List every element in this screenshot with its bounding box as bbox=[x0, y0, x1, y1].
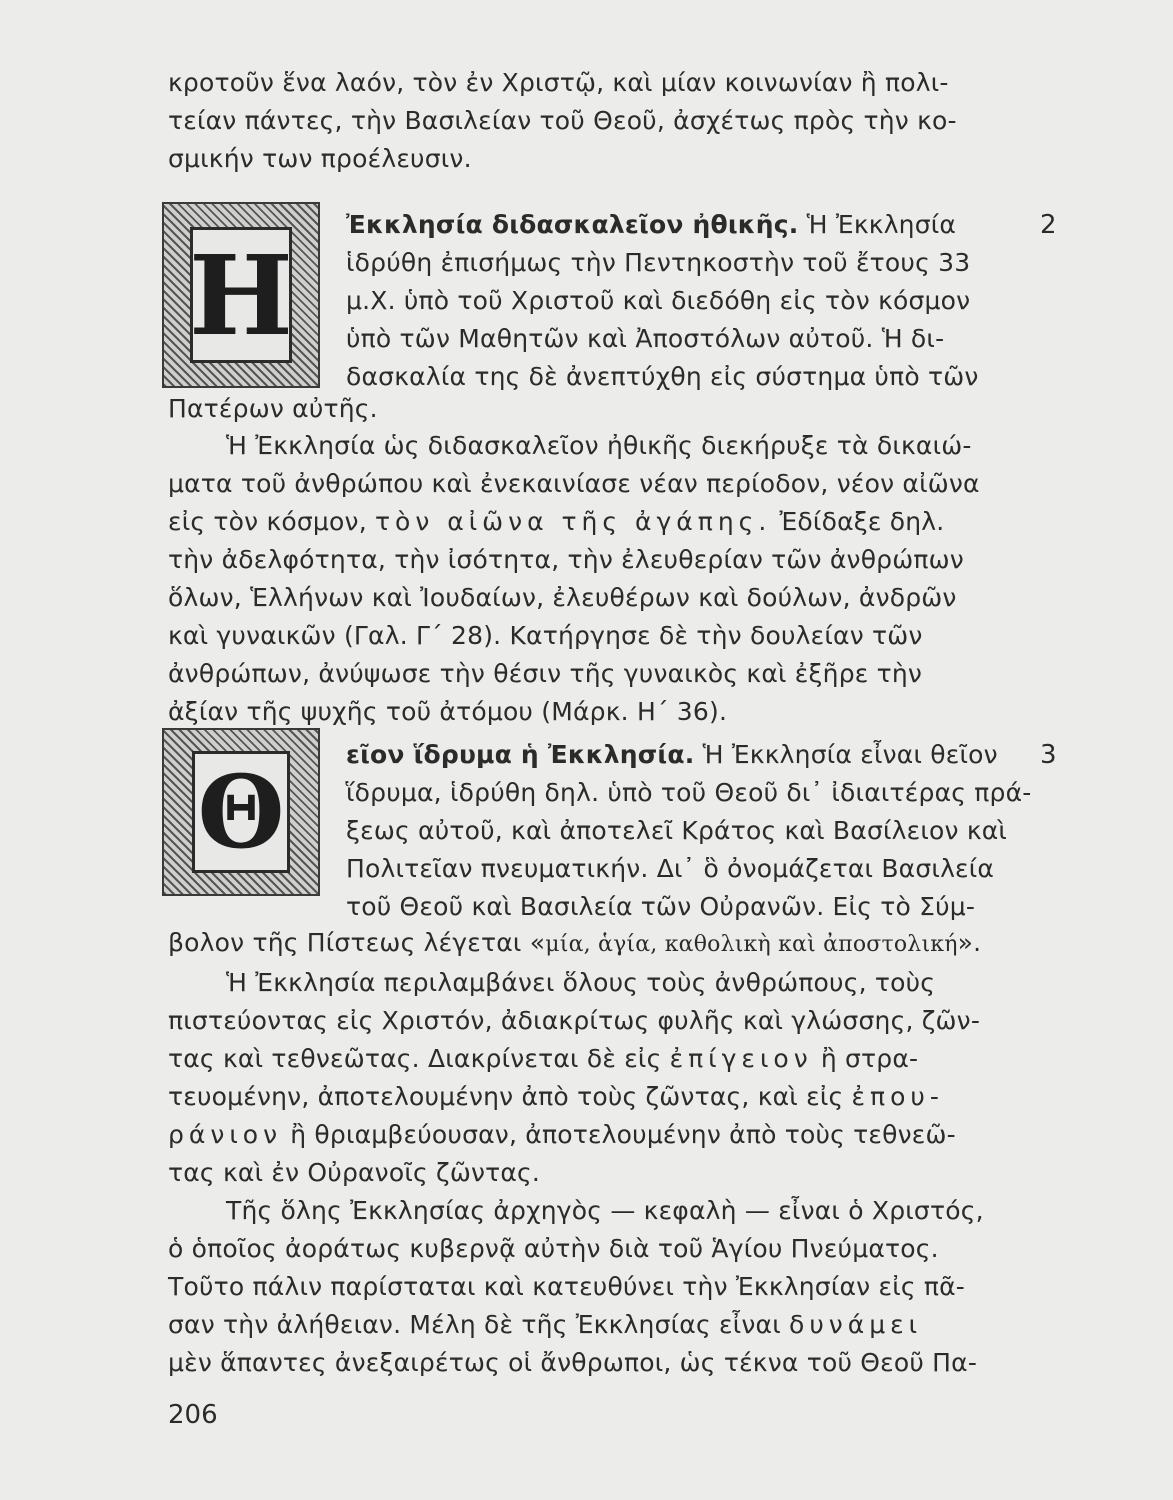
text-line: τείαν πάντες, τὴν Βασιλείαν τοῦ Θεοῦ, ἀσχέτως πρὸς τὴν κο- bbox=[168, 106, 957, 135]
text-line: ξεως αὐτοῦ, καὶ ἀποτελεῖ Κράτος καὶ Βασίλειον καὶ bbox=[346, 816, 1008, 845]
text-line: πιστεύοντας εἰς Χριστόν, ἀδιακρίτως φυλῆς καὶ γλώσσης, ζῶν- bbox=[168, 1006, 981, 1035]
text-line: Τοῦτο πάλιν παρίσταται καὶ κατευθύνει τὴν Ἐκκλησίαν εἰς πᾶ- bbox=[168, 1272, 966, 1301]
text-line bbox=[168, 1080, 944, 1114]
text-line bbox=[168, 1042, 918, 1076]
decorative-initial bbox=[162, 202, 320, 388]
text-line: δασκαλία της δὲ ἀνεπτύχθη εἰς σύστημα ὑπὸ τῶν bbox=[346, 362, 979, 391]
text-span: εἰς τὸν κόσμον, bbox=[168, 507, 375, 536]
text-line: ἵδρυμα, ἱδρύθη δηλ. ὑπὸ τοῦ Θεοῦ δι᾽ ἰδιαιτέρας πρά- bbox=[346, 778, 1032, 807]
text-span: τας καὶ τεθνεῶτας. Διακρίνεται δὲ εἰς bbox=[168, 1044, 670, 1073]
text-span: Ἐδίδαξε δηλ. bbox=[771, 507, 945, 536]
text-line: Ἡ Ἐκκλησία περιλαμβάνει ὅλους τοὺς ἀνθρώπους, τοὺς bbox=[226, 968, 936, 997]
text-line: Τῆς ὅλης Ἐκκλησίας ἀρχηγὸς — κεφαλὴ — εἶναι ὁ Χριστός, bbox=[226, 1196, 984, 1225]
emphasis-text: τὸν αἰῶνα τῆς ἀγάπης. bbox=[374, 507, 772, 536]
text-line: Πολιτεῖαν πνευματικήν. Δι᾽ ὃ ὀνομάζεται Βασιλεία bbox=[346, 854, 995, 883]
text-line: ἀνθρώπων, ἀνύψωσε τὴν θέσιν τῆς γυναικὸς καὶ ἐξῆρε τὴν bbox=[168, 659, 923, 688]
text-line bbox=[168, 505, 944, 539]
text-line bbox=[168, 926, 981, 962]
text-line: κροτοῦν ἕνα λαόν, τὸν ἐν Χριστῷ, καὶ μίαν κοινωνίαν ἢ πολι- bbox=[168, 68, 949, 97]
text-span: Ἡ Ἐκκλησία εἶναι θεῖον bbox=[694, 740, 998, 769]
text-line: τας καὶ ἐν Οὐρανοῖς ζῶντας. bbox=[168, 1158, 541, 1187]
text-span: ἢ στρα- bbox=[812, 1044, 919, 1073]
text-line: ὁ ὁποῖος ἀοράτως κυβερνᾷ αὐτὴν διὰ τοῦ Ἁγίου Πνεύματος. bbox=[168, 1234, 939, 1263]
section-heading-line bbox=[346, 738, 998, 772]
text-line: ὑπὸ τῶν Μαθητῶν καὶ Ἀποστόλων αὐτοῦ. Ἡ δι- bbox=[346, 324, 945, 353]
section-heading: Ἐκκλησία διδασκαλεῖον ἠθικῆς. bbox=[346, 210, 799, 239]
emphasis-text: ἐπου- bbox=[851, 1082, 944, 1111]
text-span: τευομένην, ἀποτελουμένην ἀπὸ τοὺς ζῶντας, καὶ εἰς bbox=[168, 1082, 852, 1111]
text-span: βολον τῆς Πίστεως λέγεται « bbox=[168, 928, 546, 957]
decorative-initial bbox=[162, 728, 320, 896]
text-line: Πατέρων αὐτῆς. bbox=[168, 394, 378, 423]
text-line bbox=[168, 1308, 922, 1342]
quotation: μία, ἁγία, καθολικὴ καὶ ἀποστολική bbox=[545, 932, 958, 957]
emphasis-text: ἐπίγειον bbox=[669, 1044, 813, 1073]
text-line: ὅλων, Ἑλλήνων καὶ Ἰουδαίων, ἐλευθέρων καὶ δούλων, ἀνδρῶν bbox=[168, 583, 957, 612]
text-line: Ἡ Ἐκκλησία ὡς διδασκαλεῖον ἠθικῆς διεκήρυξε τὰ δικαιώ- bbox=[226, 431, 972, 460]
emphasis-text: ράνιον bbox=[168, 1120, 283, 1149]
text-line: ματα τοῦ ἀνθρώπου καὶ ἐνεκαινίασε νέαν περίοδον, νέον αἰῶνα bbox=[168, 469, 980, 498]
text-line: καὶ γυναικῶν (Γαλ. Γ΄ 28). Κατήργησε δὲ τὴν δουλείαν τῶν bbox=[168, 621, 923, 650]
text-line: τοῦ Θεοῦ καὶ Βασιλεία τῶν Οὐρανῶν. Εἰς τὸ Σύμ- bbox=[346, 892, 976, 921]
text-line: ἱδρύθη ἐπισήμως τὴν Πεντηκοστὴν τοῦ ἔτους 33 bbox=[346, 248, 971, 277]
text-line: μὲν ἅπαντες ἀνεξαιρέτως οἱ ἄνθρωποι, ὡς τέκνα τοῦ Θεοῦ Πα- bbox=[168, 1348, 978, 1377]
text-line: σμικήν των προέλευσιν. bbox=[168, 144, 472, 173]
text-line: ἀξίαν τῆς ψυχῆς τοῦ ἀτόμου (Μάρκ. Η΄ 36). bbox=[168, 697, 728, 726]
section-number: 2 bbox=[1040, 210, 1057, 240]
initial-letter: Θ bbox=[192, 751, 290, 873]
section-number: 3 bbox=[1040, 740, 1057, 770]
text-line bbox=[168, 1118, 956, 1152]
text-span: ἢ θριαμβεύουσαν, ἀποτελουμένην ἀπὸ τοὺς τεθνεῶ- bbox=[282, 1120, 956, 1149]
emphasis-text: δυνάμει bbox=[789, 1310, 923, 1339]
section-heading: εῖον ἵδρυμα ἡ Ἐκκλησία. bbox=[346, 740, 695, 769]
text-line: τὴν ἀδελφότητα, τὴν ἰσότητα, τὴν ἐλευθερίαν τῶν ἀνθρώπων bbox=[168, 545, 964, 574]
text-span: ». bbox=[957, 928, 982, 957]
section-heading-line bbox=[346, 208, 956, 242]
text-line: μ.Χ. ὑπὸ τοῦ Χριστοῦ καὶ διεδόθη εἰς τὸν κόσμον bbox=[346, 286, 971, 315]
text-span: σαν τὴν ἀλήθειαν. Μέλη δὲ τῆς Ἐκκλησίας εἶναι bbox=[168, 1310, 790, 1339]
text-span: Ἡ Ἐκκλησία bbox=[798, 210, 957, 239]
page-number: 206 bbox=[168, 1400, 218, 1430]
initial-letter: H bbox=[190, 227, 292, 363]
